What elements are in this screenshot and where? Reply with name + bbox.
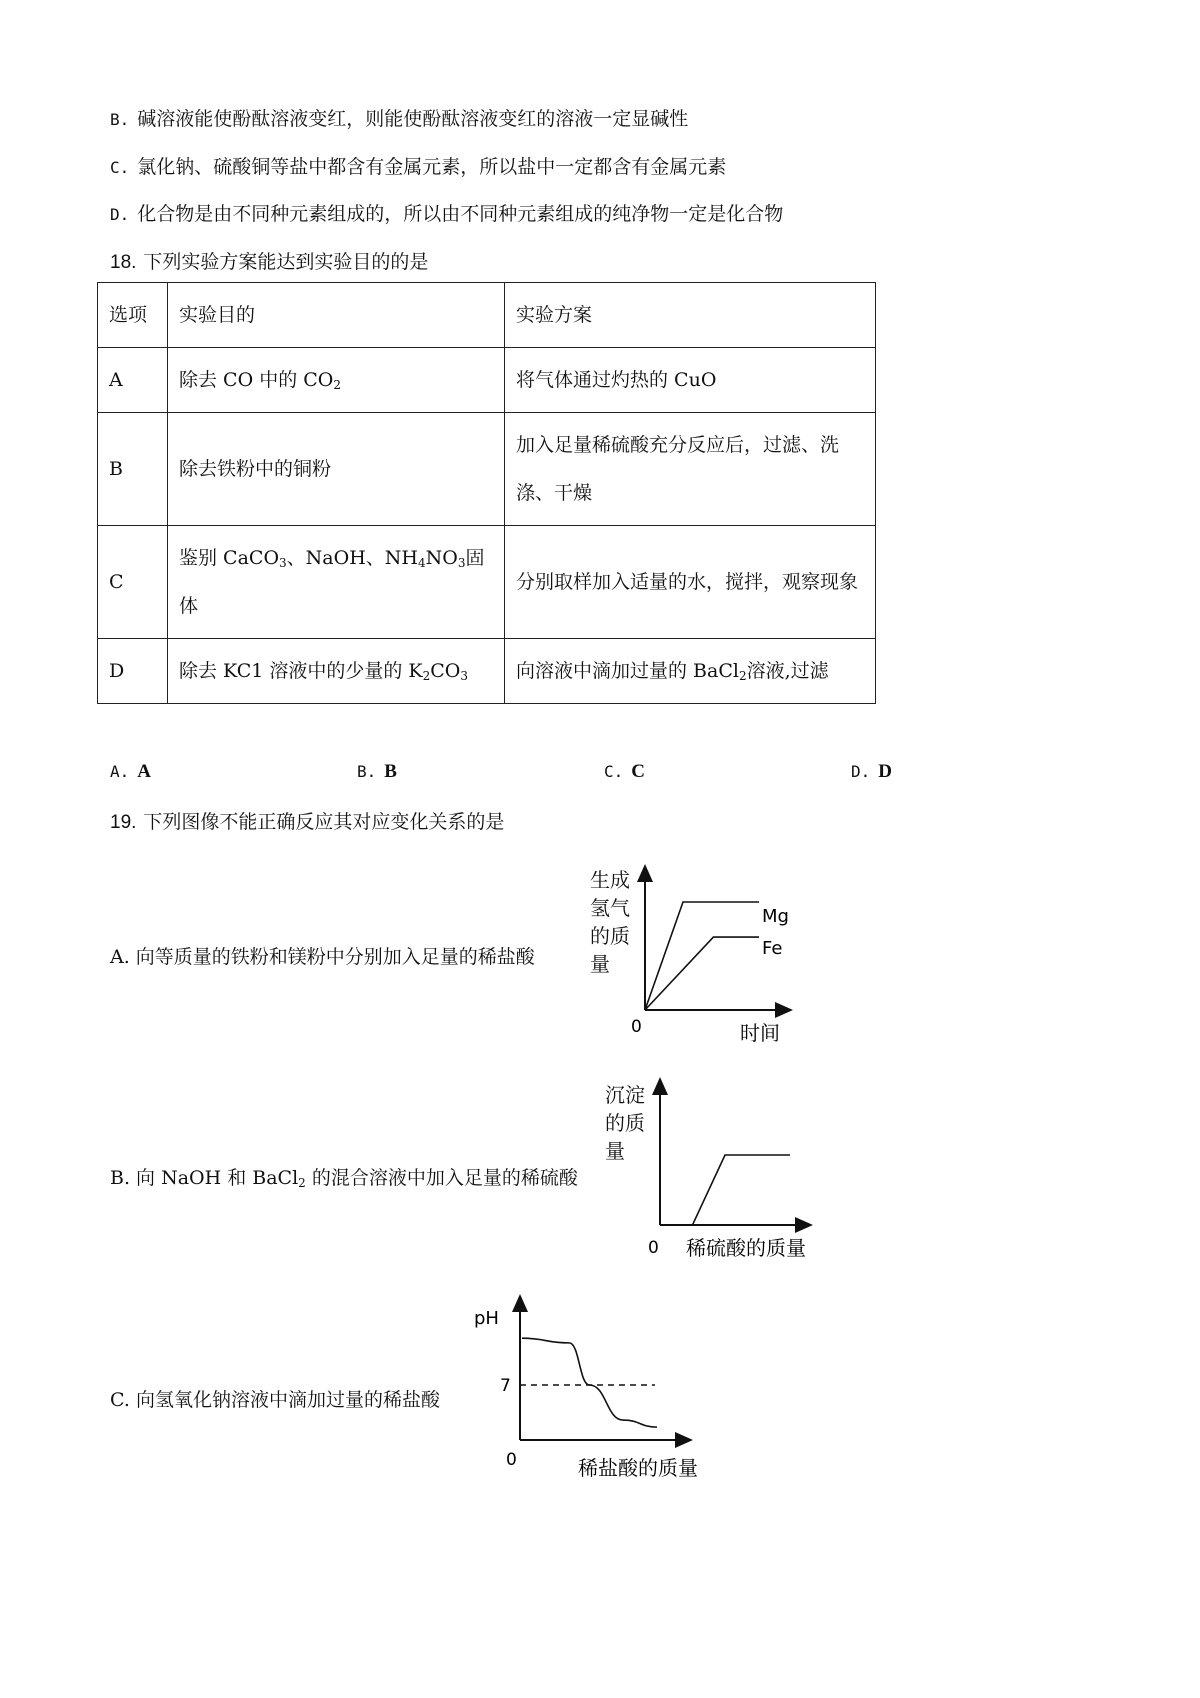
row-plan: 分别取样加入适量的水，搅拌，观察现象 — [505, 526, 876, 639]
series-curve — [522, 1338, 657, 1427]
reference-label: 7 — [500, 1376, 511, 1396]
question-number: 18. — [110, 252, 137, 273]
origin-label: 0 — [648, 1238, 659, 1258]
prev-option-c: C. 氯化钠、硫酸铜等盐中都含有金属元素，所以盐中一定都含有金属元素 — [110, 156, 727, 178]
origin-label: 0 — [631, 1017, 642, 1037]
y-axis-label: pH — [474, 1308, 499, 1329]
header-option: 选项 — [98, 283, 168, 348]
table-row — [98, 639, 876, 704]
q19-chart-a — [585, 860, 835, 1060]
row-option: A — [98, 348, 168, 413]
y-label-line: 的质 — [590, 924, 630, 948]
y-axis-label — [605, 1083, 645, 1163]
row-option: D — [98, 639, 168, 704]
choice-d[interactable]: D. D — [851, 761, 892, 782]
header-plan: 实验方案 — [505, 283, 876, 348]
series-line — [660, 1155, 790, 1225]
row-option: C — [98, 526, 168, 639]
y-label-line: 氢气 — [590, 896, 630, 920]
row-option: B — [98, 413, 168, 526]
question-18-stem: 18. 下列实验方案能达到实验目的的是 — [110, 251, 429, 273]
x-axis-label: 稀盐酸的质量 — [578, 1456, 698, 1480]
choice-a[interactable]: A. A — [110, 761, 151, 782]
table-row — [98, 348, 876, 413]
row-plan: 向溶液中滴加过量的 BaCl$_2$溶液,过滤 — [505, 639, 876, 704]
q19-option-c-label: C. 向氢氧化钠溶液中滴加过量的稀盐酸 — [110, 1389, 440, 1411]
experiment-table — [97, 282, 876, 704]
y-label-line: 的质 — [605, 1111, 645, 1135]
y-label-line: 沉淀 — [605, 1083, 645, 1107]
row-goal: 除去铁粉中的铜粉 — [168, 413, 505, 526]
row-goal: 鉴别 CaCO$_3$、NaOH、$NH_4NO_3$固体 — [168, 526, 505, 639]
row-plan: 将气体通过灼热的 CuO — [505, 348, 876, 413]
y-label-line: 量 — [590, 952, 610, 976]
series-label-mg: Mg — [762, 906, 789, 927]
table-header-row — [98, 283, 876, 348]
x-axis-label: 稀硫酸的质量 — [686, 1236, 806, 1260]
prev-option-b: B. 碱溶液能使酚酞溶液变红，则能使酚酞溶液变红的溶液一定显碱性 — [110, 108, 689, 130]
row-goal: 除去 KC1 溶液中的少量的 $K_2CO_3$ — [168, 639, 505, 704]
q19-option-b-label: B. 向 NaOH 和 BaCl$_2$ 的混合溶液中加入足量的稀硫酸 — [110, 1167, 578, 1190]
q19-chart-c — [470, 1290, 720, 1485]
series-line-fe — [645, 937, 759, 1010]
q19-option-a-label: A. 向等质量的铁粉和镁粉中分别加入足量的稀盐酸 — [110, 946, 535, 968]
choice-b[interactable]: B. B — [357, 761, 397, 782]
table-row — [98, 526, 876, 639]
y-label-line: 量 — [605, 1139, 625, 1163]
series-label-fe: Fe — [762, 938, 783, 959]
question-number: 19. — [110, 812, 137, 833]
question-18-choices — [110, 760, 1010, 790]
table-row — [98, 413, 876, 526]
row-goal: 除去 CO 中的 $CO_2$ — [168, 348, 505, 413]
choice-c[interactable]: C. C — [604, 761, 645, 782]
row-plan: 加入足量稀硫酸充分反应后，过滤、洗涤、干燥 — [505, 413, 876, 526]
y-axis-label — [590, 868, 630, 976]
series-line-mg — [645, 902, 759, 1010]
prev-option-d: D. 化合物是由不同种元素组成的，所以由不同种元素组成的纯净物一定是化合物 — [110, 203, 784, 225]
q19-chart-b — [600, 1075, 840, 1265]
header-goal: 实验目的 — [168, 283, 505, 348]
question-19-stem: 19. 下列图像不能正确反应其对应变化关系的是 — [110, 811, 505, 833]
x-axis-label: 时间 — [740, 1021, 780, 1045]
origin-label: 0 — [506, 1450, 517, 1470]
y-label-line: 生成 — [590, 868, 630, 892]
